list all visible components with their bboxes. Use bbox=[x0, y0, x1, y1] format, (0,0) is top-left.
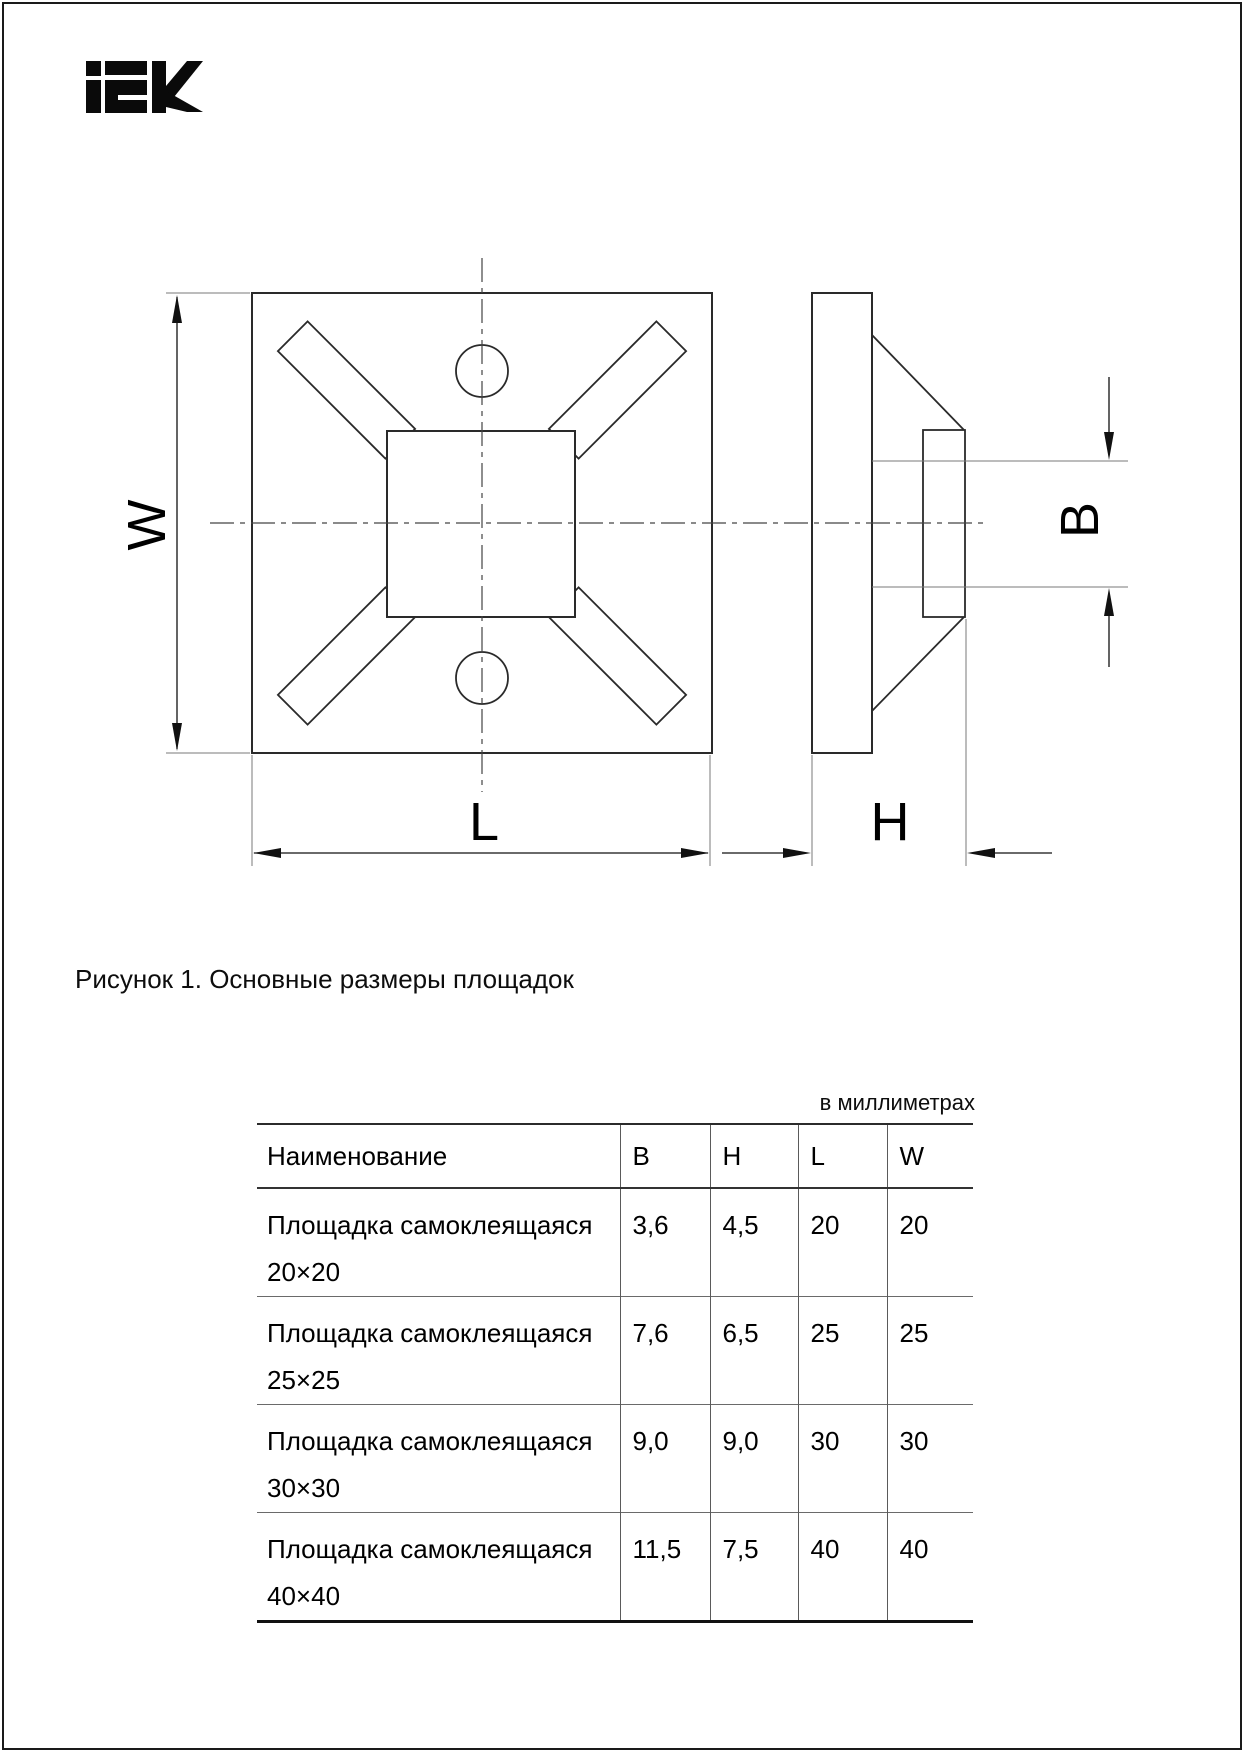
body-top-edge bbox=[872, 335, 964, 430]
units-note: в миллиметрах bbox=[819, 1090, 975, 1115]
logo-i-stem bbox=[86, 80, 101, 113]
dim-label-w: W bbox=[117, 499, 177, 551]
logo-i-dot bbox=[86, 61, 101, 76]
product-name: Площадка самоклеящаяся bbox=[267, 1534, 593, 1564]
body-bottom-edge bbox=[872, 617, 964, 711]
cell-name bbox=[257, 1297, 620, 1405]
arrow-l-left bbox=[253, 848, 281, 858]
cell-l: 25 bbox=[798, 1297, 887, 1405]
product-name: Площадка самоклеящаяся bbox=[267, 1426, 593, 1456]
cell-b: 11,5 bbox=[620, 1513, 710, 1622]
cell-l: 30 bbox=[798, 1405, 887, 1513]
arrow-b-bottom bbox=[1104, 588, 1114, 616]
cell-h: 4,5 bbox=[710, 1188, 798, 1297]
arrow-h-right bbox=[967, 848, 995, 858]
cell-name bbox=[257, 1188, 620, 1297]
col-header-name: Наименование bbox=[257, 1124, 620, 1188]
product-size: 25×25 bbox=[267, 1365, 341, 1395]
cell-l: 20 bbox=[798, 1188, 887, 1297]
arrow-w-bottom bbox=[172, 723, 182, 751]
figure-caption: Рисунок 1. Основные размеры площадок bbox=[75, 964, 574, 994]
dimensions-table bbox=[257, 1123, 973, 1623]
cell-h: 9,0 bbox=[710, 1405, 798, 1513]
arrow-l-right bbox=[681, 848, 709, 858]
arrow-h-left bbox=[783, 848, 811, 858]
cell-b: 7,6 bbox=[620, 1297, 710, 1405]
logo-e-bottom bbox=[105, 100, 147, 113]
center-square bbox=[387, 431, 575, 617]
cell-h: 6,5 bbox=[710, 1297, 798, 1405]
table-row bbox=[257, 1405, 973, 1513]
cell-w: 30 bbox=[887, 1405, 973, 1513]
table-row bbox=[257, 1513, 973, 1622]
table-row bbox=[257, 1188, 973, 1297]
cell-l: 40 bbox=[798, 1513, 887, 1622]
product-size: 40×40 bbox=[267, 1581, 341, 1611]
col-header-w: W bbox=[887, 1124, 973, 1188]
dim-label-h: H bbox=[870, 792, 910, 852]
col-header-b: B bbox=[620, 1124, 710, 1188]
dim-label-b: B bbox=[1050, 501, 1110, 539]
table-row bbox=[257, 1297, 973, 1405]
cell-b: 9,0 bbox=[620, 1405, 710, 1513]
logo-e-top bbox=[105, 61, 147, 75]
product-size: 20×20 bbox=[267, 1257, 341, 1287]
iek-logo bbox=[86, 61, 203, 113]
cell-name bbox=[257, 1513, 620, 1622]
cell-b: 3,6 bbox=[620, 1188, 710, 1297]
product-name: Площадка самоклеящаяся bbox=[267, 1318, 593, 1348]
cell-name bbox=[257, 1405, 620, 1513]
logo-k-stem bbox=[152, 61, 166, 113]
cell-w: 40 bbox=[887, 1513, 973, 1622]
col-header-l: L bbox=[798, 1124, 887, 1188]
product-name: Площадка самоклеящаяся bbox=[267, 1210, 593, 1240]
table-header-row bbox=[257, 1124, 973, 1188]
cell-w: 20 bbox=[887, 1188, 973, 1297]
product-size: 30×30 bbox=[267, 1473, 341, 1503]
arrow-b-top bbox=[1104, 432, 1114, 460]
cell-h: 7,5 bbox=[710, 1513, 798, 1622]
arrow-w-top bbox=[172, 295, 182, 323]
cell-w: 25 bbox=[887, 1297, 973, 1405]
col-header-h: H bbox=[710, 1124, 798, 1188]
dim-label-l: L bbox=[468, 792, 500, 852]
